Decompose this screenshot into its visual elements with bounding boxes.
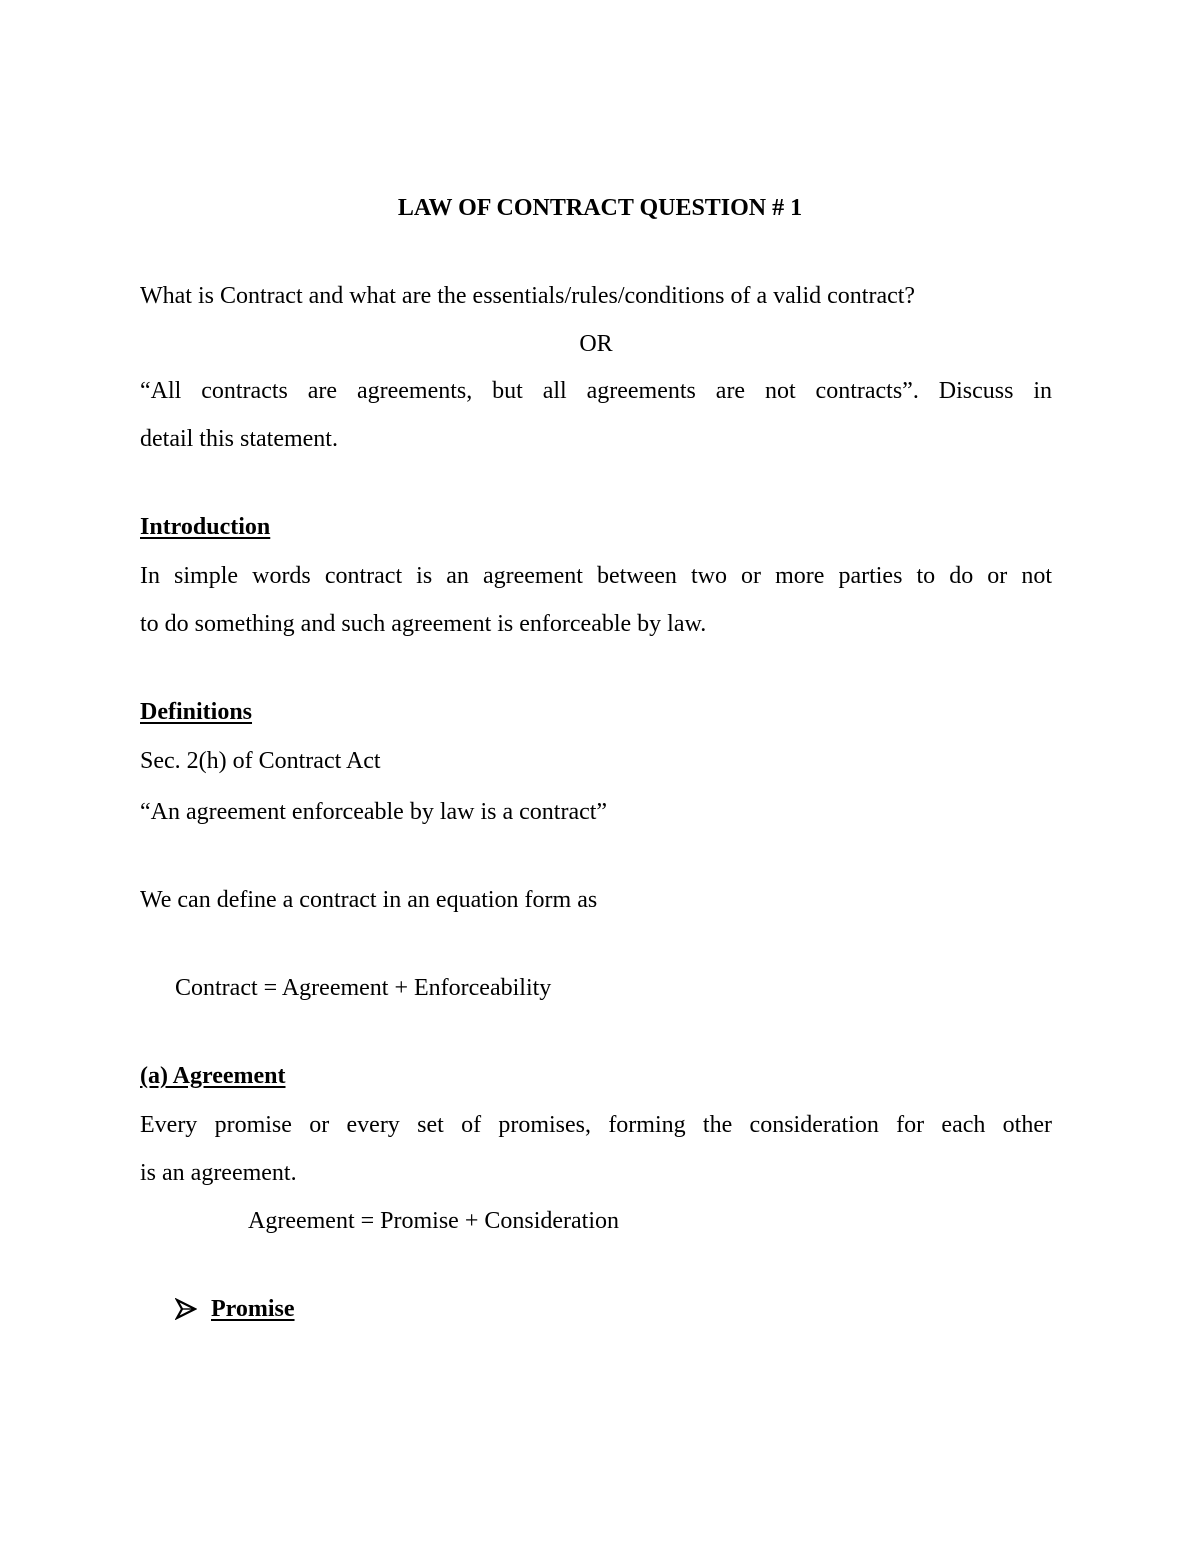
promise-heading: Promise [211,1296,295,1322]
page-title: LAW OF CONTRACT QUESTION # 1 [397,195,803,221]
introduction-heading: Introduction [140,514,271,540]
statement-line-1: “All contracts are agreements, but all agreements are not contracts”. Discuss in [140,378,1052,404]
introduction-line-2: to do something and such agreement is enforceable by law. [140,611,707,637]
definitions-heading: Definitions [140,699,253,725]
agreement-equation: Agreement = Promise + Consideration [248,1208,620,1234]
arrow-bullet-icon [175,1294,197,1327]
statement-line-2: detail this statement. [140,426,338,452]
equation-intro: We can define a contract in an equation form as [140,887,598,913]
agreement-heading: (a) Agreement [140,1063,286,1089]
introduction-line-1: In simple words contract is an agreement between two or more parties to do or not [140,563,1052,589]
agreement-line-2: is an agreement. [140,1160,297,1186]
question-text: What is Contract and what are the essentials/rules/conditions of a valid contract? [140,283,916,309]
definition-quote: “An agreement enforceable by law is a contract” [140,799,608,825]
contract-equation: Contract = Agreement + Enforceability [175,975,552,1001]
arrow-bullet-icon-svg [175,1298,197,1320]
or-separator: OR [579,331,613,357]
definition-section: Sec. 2(h) of Contract Act [140,748,381,774]
agreement-line-1: Every promise or every set of promises, forming the consideration for each other [140,1112,1052,1138]
